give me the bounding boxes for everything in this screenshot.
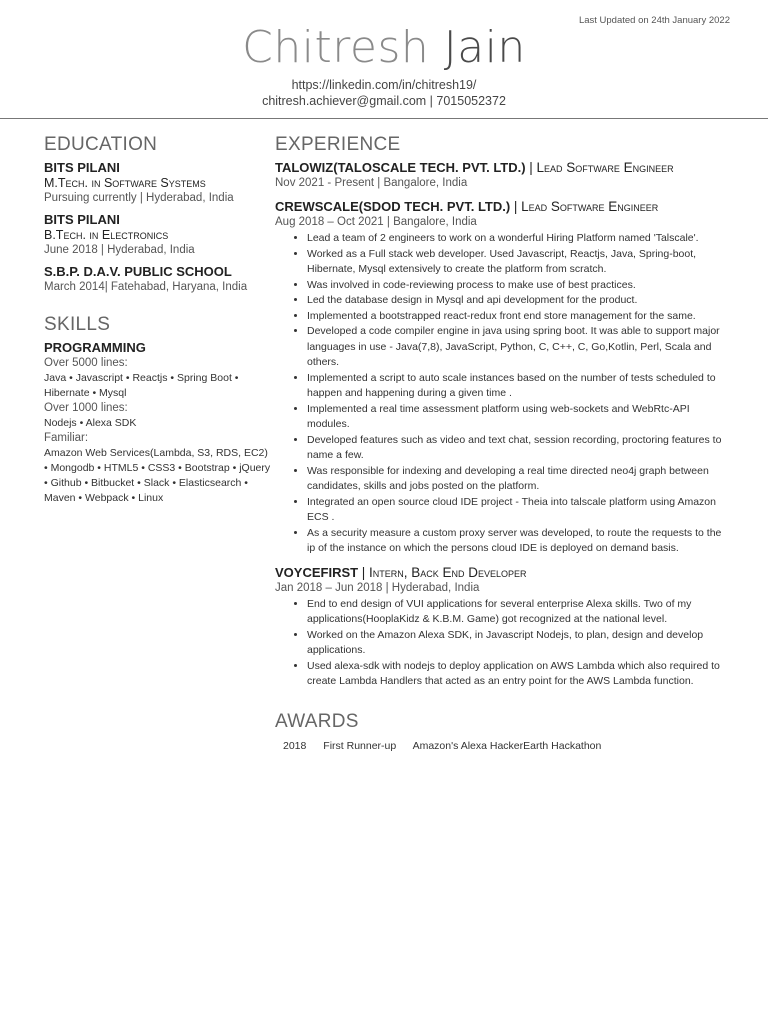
job-meta: Aug 2018 – Oct 2021 | Bangalore, India xyxy=(275,216,477,228)
job-meta: Jan 2018 – Jun 2018 | Hyderabad, India xyxy=(275,581,480,594)
last-updated: Last Updated on 24th January 2022 xyxy=(578,15,730,26)
award-row xyxy=(275,740,730,752)
job-entry xyxy=(275,199,730,557)
skill-group-label: Familiar: xyxy=(44,432,89,444)
education-item xyxy=(44,160,274,206)
first-name: Chitresh xyxy=(242,22,430,73)
education-degree: M.Tech. in Software Systems xyxy=(44,176,206,190)
award-year: 2018 xyxy=(283,739,307,752)
header-divider xyxy=(0,118,768,119)
job-role: | Intern, Back End Developer xyxy=(361,564,527,580)
job-bullets xyxy=(275,597,730,690)
email-phone: chitresh.achiever@gmail.com | 7015052372 xyxy=(262,94,506,108)
skills-title: SKILLS xyxy=(44,314,111,335)
education-item xyxy=(44,212,274,258)
education-title: EDUCATION xyxy=(44,134,158,155)
education-meta: June 2018 | Hyderabad, India xyxy=(44,244,195,256)
skill-group-label: Over 1000 lines: xyxy=(44,402,128,414)
education-degree: B.Tech. in Electronics xyxy=(44,228,169,242)
awards-title: AWARDS xyxy=(275,710,359,732)
right-column xyxy=(275,133,730,752)
list-item: • Worked as a Full stack web developer. Used Javascript, Reactjs, Java, Spring-boot, Hibernate, Mysql extensively to create the platform from scratch. xyxy=(307,247,730,278)
job-company: VOYCEFIRST xyxy=(275,564,359,580)
award-place: First Runner-up xyxy=(323,739,397,752)
job-role: | Lead Software Engineer xyxy=(529,160,674,175)
job-company: CREWSCALE(SDOD TECH. PVT. LTD.) xyxy=(275,199,511,214)
job-entry xyxy=(275,565,730,690)
education-meta: Pursuing currently | Hyderabad, India xyxy=(44,192,234,204)
education-org: S.B.P. D.A.V. PUBLIC SCHOOL xyxy=(44,264,232,279)
job-entry xyxy=(275,160,730,191)
education-item xyxy=(44,264,274,295)
left-column xyxy=(44,133,274,506)
skill-group-label: Over 5000 lines: xyxy=(44,357,128,369)
job-header xyxy=(275,160,730,176)
list-item: • Used alexa-sdk with nodejs to deploy application on AWS Lambda which also required to create Lambda Handlers that acted as an entry point for the AWS Lambda function. xyxy=(307,659,730,690)
list-item: • Implemented a script to auto scale instances based on the number of tests scheduled to happen and happening during a given time . xyxy=(307,371,730,402)
education-meta: March 2014| Fatehabad, Haryana, India xyxy=(44,281,248,293)
list-item: • Was involved in code-reviewing process to make use of best practices. xyxy=(307,278,730,294)
job-role: | Lead Software Engineer xyxy=(513,199,659,214)
job-header xyxy=(275,565,730,581)
list-item: • Developed a code compiler engine in java using spring boot. It was able to support major languages in use - Java(7,8), JavaScript, Python, C, C++, C, Go,Kotlin, Perl, Scala and others. xyxy=(307,324,730,371)
list-item: • Developed features such as video and text chat, session recording, proctoring features to name a few. xyxy=(307,433,730,464)
job-meta: Nov 2021 - Present | Bangalore, India xyxy=(275,177,468,189)
award-event: Amazon's Alexa HackerEarth Hackathon xyxy=(412,739,602,752)
skill-group-list: Java • Javascript • Reactjs • Spring Boot • Hibernate • Mysql xyxy=(44,372,239,399)
job-bullets xyxy=(275,231,730,557)
list-item: • Lead a team of 2 engineers to work on a wonderful Hiring Platform named 'Talscale'. xyxy=(307,231,730,247)
last-name: Jain xyxy=(443,22,526,73)
education-org: BITS PILANI xyxy=(44,160,120,175)
skill-group-list: Amazon Web Services(Lambda, S3, RDS, EC2) • Mongodb • HTML5 • CSS3 • Bootstrap • jQuery • Github • Bitbucket • Slack • Elasticsearch • Maven • Webpack • Linux xyxy=(44,447,271,504)
linkedin-link[interactable]: https://linkedin.com/in/chitresh19/ xyxy=(291,78,477,92)
experience-title: EXPERIENCE xyxy=(275,134,401,155)
contact-info xyxy=(0,77,768,109)
list-item: • Implemented a real time assessment platform using web-sockets and WebRtc-API modules. xyxy=(307,402,730,433)
skills-heading: PROGRAMMING xyxy=(44,340,146,355)
list-item: • Was responsible for indexing and developing a real time directed neo4j graph between candidates, skills and jobs posted on the platform. xyxy=(307,464,730,495)
list-item: • Led the database design in Mysql and api development for the product. xyxy=(307,293,730,309)
list-item: • As a security measure a custom proxy server was developed, to route the requests to the ip of the instance on which the persons cloud IDE is deployed on demand basis. xyxy=(307,526,730,557)
list-item: • End to end design of VUI applications for several enterprise Alexa skills. Two of my applications(HooplaKidz & K.B.M. Game) got recognized at the national level. xyxy=(307,597,730,628)
job-company: TALOWIZ(TALOSCALE TECH. PVT. LTD.) xyxy=(275,160,526,175)
skill-group-list: Nodejs • Alexa SDK xyxy=(44,417,137,429)
candidate-name xyxy=(0,22,768,74)
job-header xyxy=(275,199,730,215)
list-item: • Integrated an open source cloud IDE project - Theia into talscale platform using Amazon ECS . xyxy=(307,495,730,526)
list-item: • Implemented a bootstrapped react-redux front end store management for the same. xyxy=(307,309,730,325)
list-item: • Worked on the Amazon Alexa SDK, in Javascript Nodejs, to plan, design and develop applications. xyxy=(307,628,730,659)
education-org: BITS PILANI xyxy=(44,212,120,227)
